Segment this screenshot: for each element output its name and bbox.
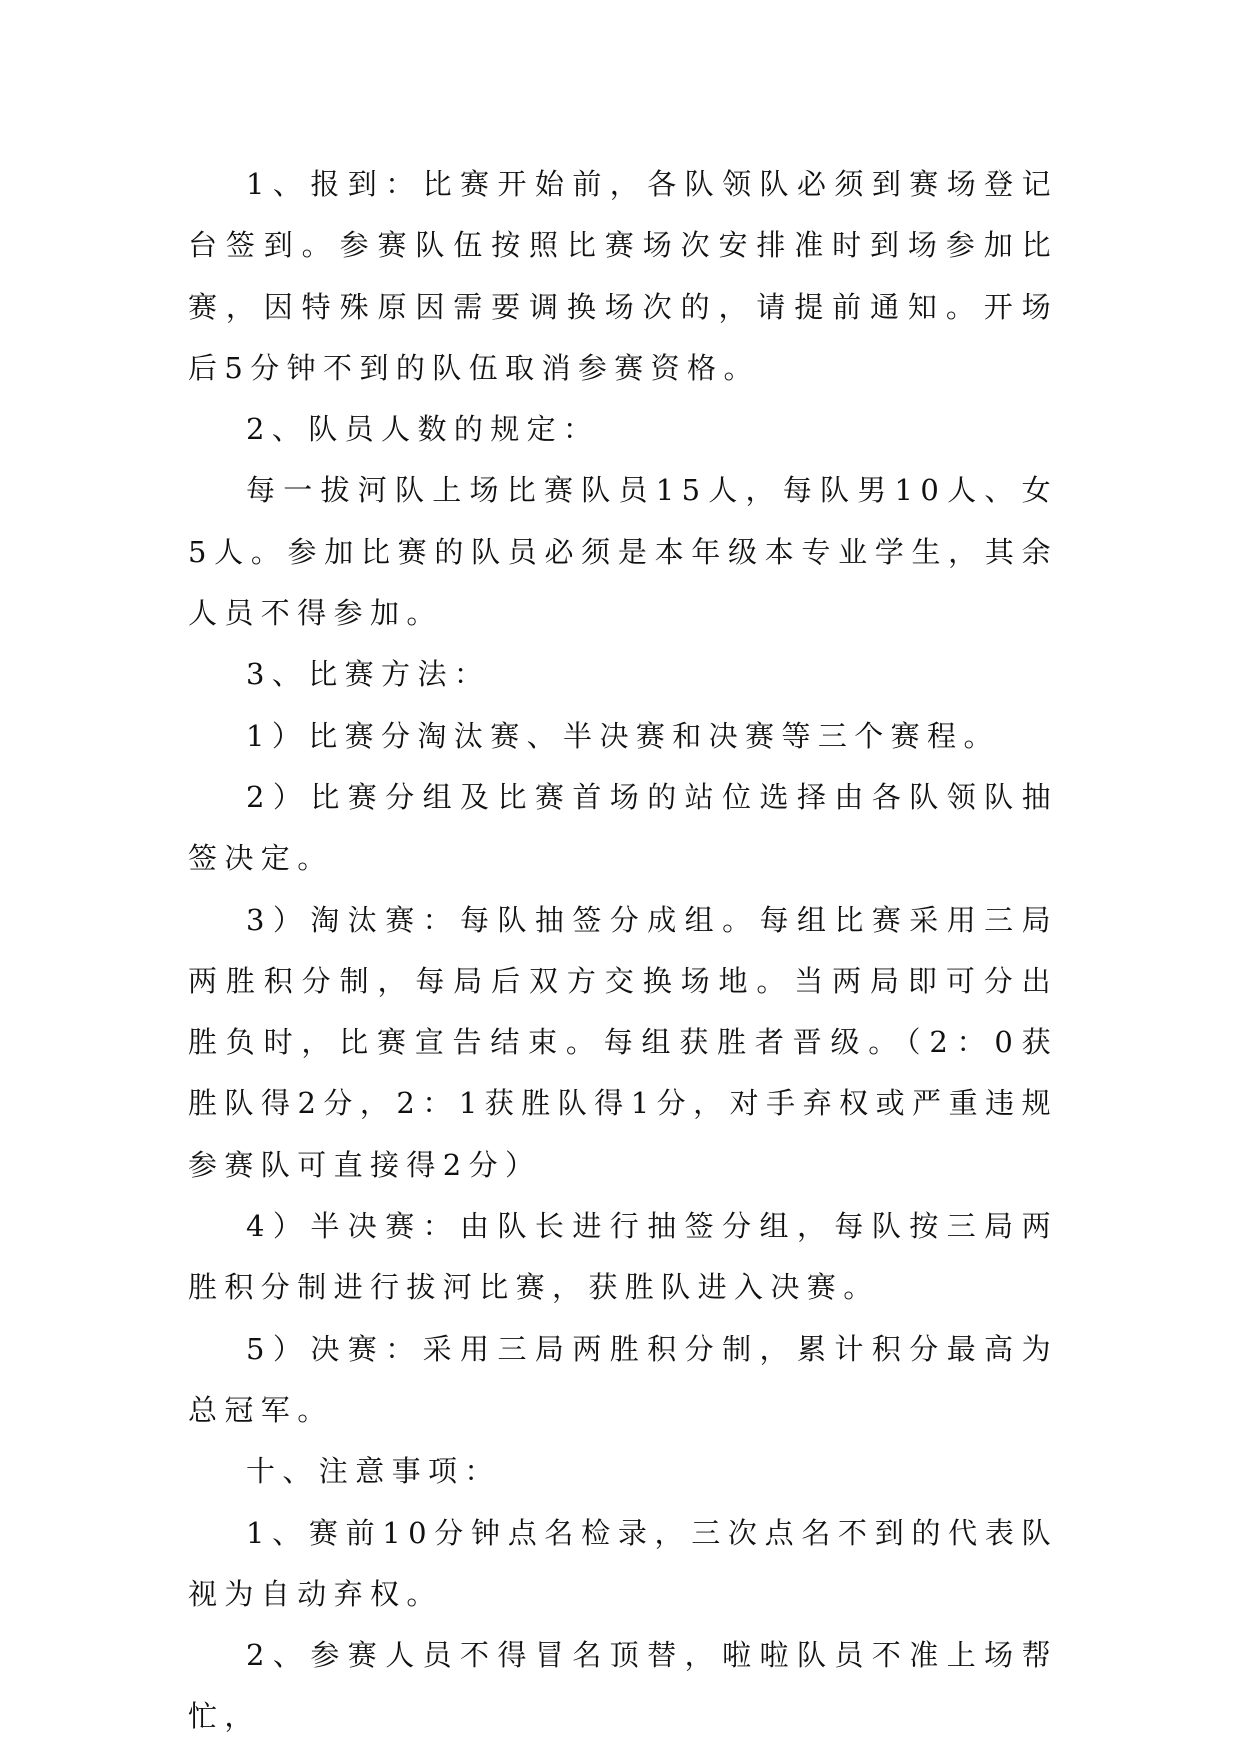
- paragraph-check-in: 1、报到：比赛开始前，各队领队必须到赛场登记台签到。参赛队伍按照比赛场次安排准时到场参加比赛，因特殊原因需要调换场次的，请提前通知。开场后5分钟不到的队伍取消参赛资格。: [188, 167, 1058, 385]
- paragraph-method-heading: 3、比赛方法：: [246, 657, 491, 692]
- paragraph-method-elimination: 3）淘汰赛：每队抽签分成组。每组比赛采用三局两胜积分制，每局后双方交换场地。当两局即可分出胜负时，比赛宣告结束。每组获胜者晋级。（2：0获胜队得2分，2：1获胜队得1分，对手弃权或严重违规参赛队可直接得2分）: [188, 902, 1058, 1182]
- paragraph-notes-roll-call: 1、赛前10分钟点名检录，三次点名不到的代表队视为自动弃权。: [188, 1515, 1058, 1611]
- paragraph-notes-substitution: 2、参赛人员不得冒名顶替，啦啦队员不准上场帮忙，: [188, 1638, 1058, 1734]
- paragraph-team-size-rule: 每一拔河队上场比赛队员15人，每队男10人、女5人。参加比赛的队员必须是本年级本专业学生，其余人员不得参加。: [188, 473, 1058, 631]
- paragraph-notes-heading: 十、注意事项：: [246, 1454, 501, 1489]
- paragraph-method-final: 5）决赛：采用三局两胜积分制，累计积分最高为总冠军。: [188, 1331, 1058, 1427]
- paragraph-method-semifinal: 4）半决赛：由队长进行抽签分组，每队按三局两胜积分制进行拔河比赛，获胜队进入决赛。: [188, 1209, 1058, 1305]
- document-body: [188, 154, 1058, 1748]
- paragraph-method-stages: 1）比赛分淘汰赛、半决赛和决赛等三个赛程。: [246, 718, 1000, 753]
- paragraph-method-draw: 2）比赛分组及比赛首场的站位选择由各队领队抽签决定。: [188, 779, 1058, 876]
- paragraph-team-size-heading: 2、队员人数的规定：: [246, 412, 600, 447]
